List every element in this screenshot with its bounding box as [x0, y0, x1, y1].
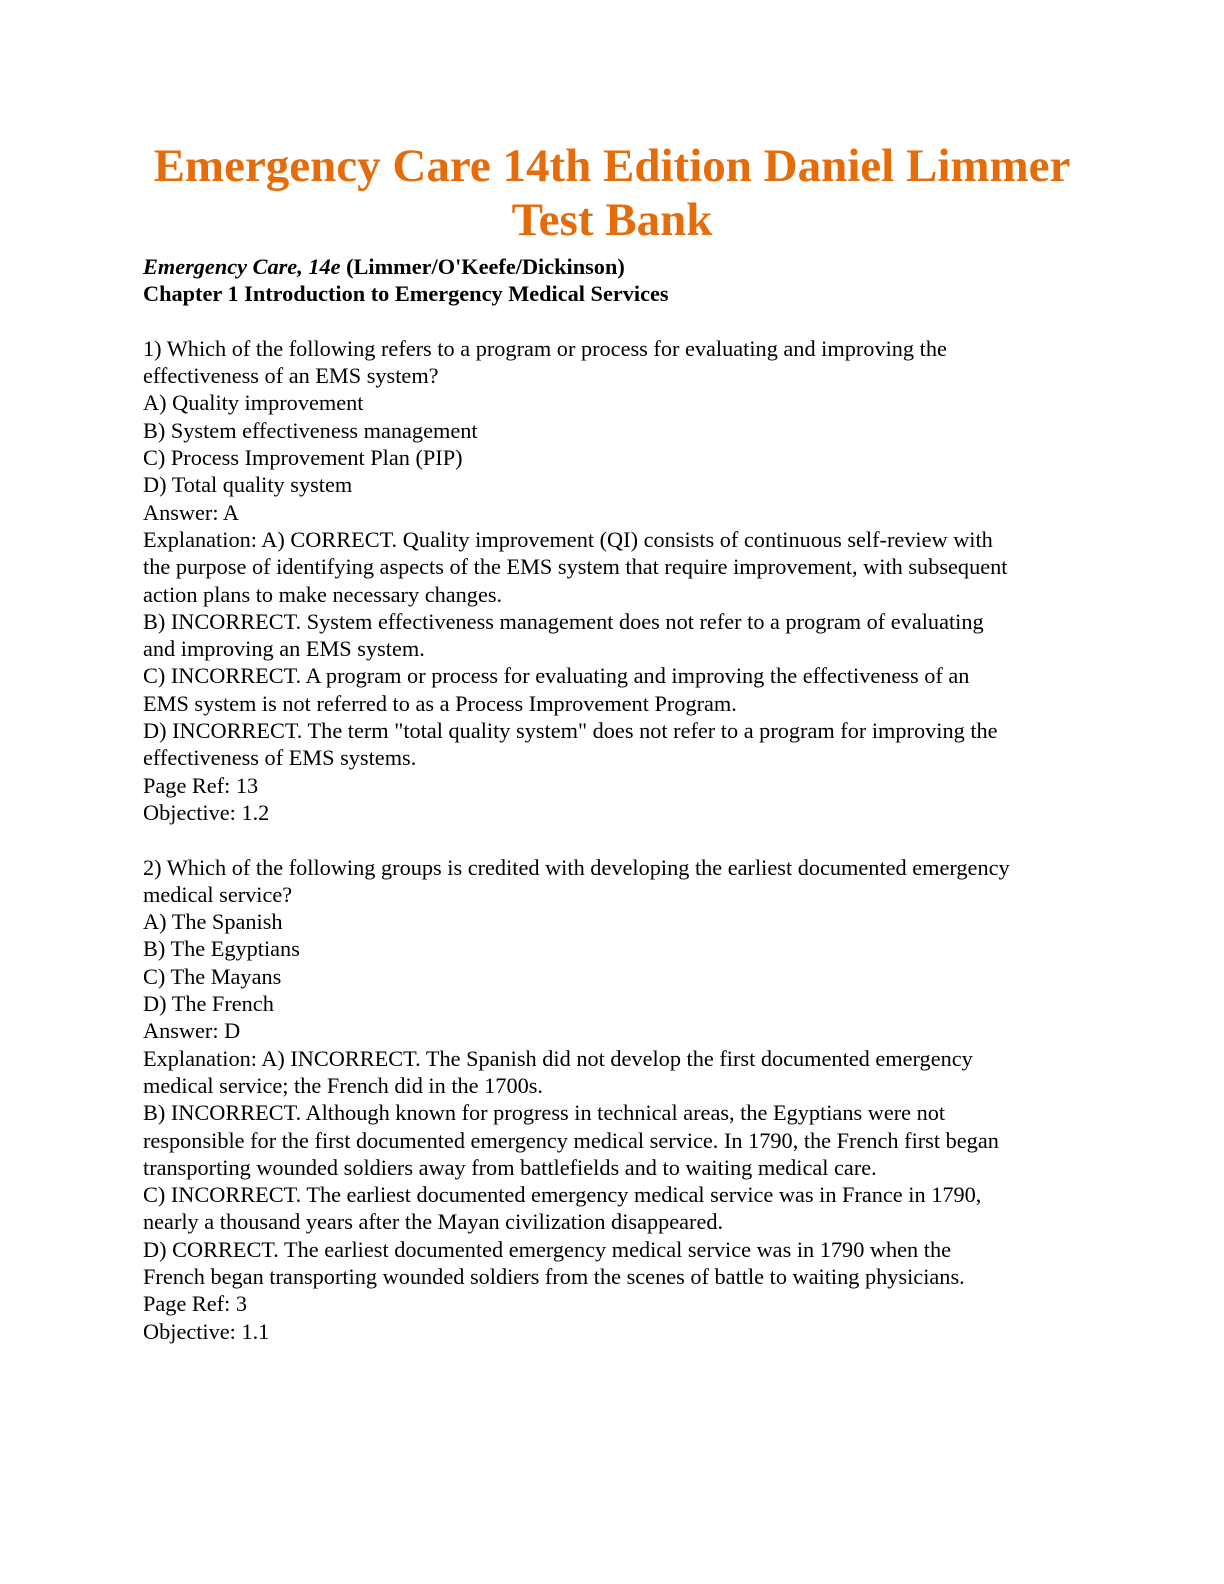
text-line: A) Quality improvement	[143, 390, 364, 416]
book-authors: (Limmer/O'Keefe/Dickinson)	[340, 254, 625, 279]
book-title: Emergency Care, 14e	[143, 254, 341, 279]
text-line: 1) Which of the following refers to a program or process for evaluating and improving the	[143, 335, 947, 361]
text-line: responsible for the first documented emergency medical service. In 1790, the French first began	[143, 1127, 999, 1153]
text-line: effectiveness of an EMS system?	[143, 363, 439, 389]
text-line: C) INCORRECT. The earliest documented emergency medical service was in France in 1790,	[143, 1182, 982, 1208]
text-line: action plans to make necessary changes.	[143, 581, 503, 607]
text-line: Objective: 1.2	[143, 799, 270, 825]
text-line: 2) Which of the following groups is credited with developing the earliest documented emergency	[143, 854, 1010, 880]
text-line: B) INCORRECT. Although known for progress in technical areas, the Egyptians were not	[143, 1100, 946, 1126]
text-line: Answer: A	[143, 499, 239, 525]
text-line: D) INCORRECT. The term "total quality system" does not refer to a program for improving the	[143, 718, 998, 744]
text-line: D) The French	[143, 991, 274, 1017]
text-line: Answer: D	[143, 1018, 241, 1044]
text-line: D) Total quality system	[143, 472, 353, 498]
text-line: French began transporting wounded soldiers from the scenes of battle to waiting physicians.	[143, 1263, 965, 1289]
text-line: B) System effectiveness management	[143, 417, 478, 443]
text-line: B) INCORRECT. System effectiveness management does not refer to a program of evaluating	[143, 608, 984, 634]
text-line: Explanation: A) INCORRECT. The Spanish did not develop the first documented emergency	[143, 1045, 973, 1071]
blank-line	[143, 308, 1010, 335]
text-line: nearly a thousand years after the Mayan civilization disappeared.	[143, 1209, 724, 1235]
text-line: EMS system is not referred to as a Process Improvement Program.	[143, 690, 737, 716]
document-title-line-2: Test Bank	[511, 194, 713, 246]
text-line: Explanation: A) CORRECT. Quality improvement (QI) consists of continuous self-review with	[143, 526, 993, 552]
text-line: Page Ref: 3	[143, 1291, 248, 1317]
chapter-heading: Chapter 1 Introduction to Emergency Medical Services	[143, 281, 669, 307]
text-line: B) The Egyptians	[143, 936, 300, 962]
text-line: transporting wounded soldiers away from battlefields and to waiting medical care.	[143, 1154, 877, 1180]
blank-line	[143, 826, 1010, 853]
document-title-line-1: Emergency Care 14th Edition Daniel Limmer	[153, 140, 1071, 192]
text-line: C) Process Improvement Plan (PIP)	[143, 445, 463, 471]
text-line: Objective: 1.1	[143, 1318, 270, 1344]
text-line: D) CORRECT. The earliest documented emergency medical service was in 1790 when the	[143, 1236, 952, 1262]
text-line: the purpose of identifying aspects of the EMS system that require improvement, with subsequent	[143, 554, 1008, 580]
text-line: and improving an EMS system.	[143, 636, 425, 662]
text-line: Page Ref: 13	[143, 772, 259, 798]
text-line: C) INCORRECT. A program or process for evaluating and improving the effectiveness of an	[143, 663, 970, 689]
text-line: medical service; the French did in the 1700s.	[143, 1072, 543, 1098]
question-text	[143, 308, 1010, 1345]
text-line: effectiveness of EMS systems.	[143, 745, 417, 771]
document-body	[143, 253, 1010, 1345]
text-line: A) The Spanish	[143, 909, 283, 935]
text-line: C) The Mayans	[143, 963, 282, 989]
book-citation	[143, 253, 1010, 280]
text-line: medical service?	[143, 881, 293, 907]
